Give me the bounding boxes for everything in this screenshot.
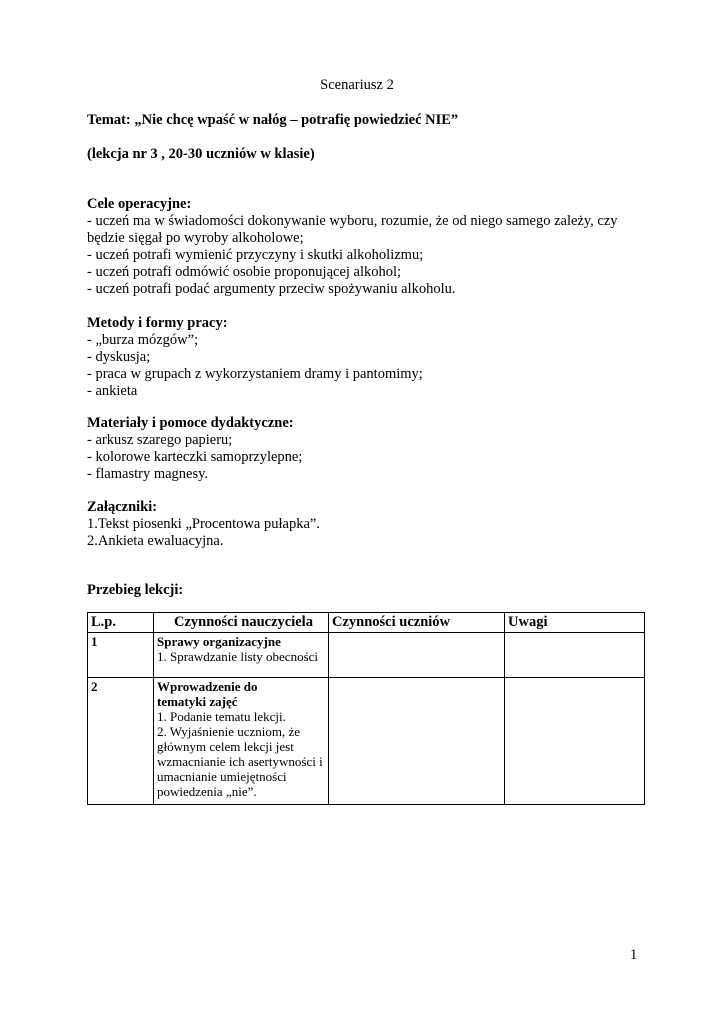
row-teacher-line: 1. Sprawdzanie listy obecności — [157, 649, 319, 664]
header-students: Czynności uczniów — [329, 613, 505, 633]
header-teacher: Czynności nauczyciela — [154, 613, 329, 633]
row-teacher-heading: Wprowadzenie do tematyki zajęć — [157, 679, 258, 709]
row-lp: 1 — [88, 633, 154, 678]
methods-item: - ankieta — [87, 383, 138, 399]
goals-item: - uczeń ma w świadomości dokonywanie wyboru, rozumie, że od niego samego zależy, czy będzie sięgał po wyroby alkoholowe; — [87, 213, 618, 246]
row-notes — [505, 678, 645, 805]
methods-item: - dyskusja; — [87, 349, 151, 365]
materials-heading: Materiały i pomoce dydaktyczne: — [87, 415, 294, 431]
goals-item: - uczeń potrafi wymienić przyczyny i skutki alkoholizmu; — [87, 247, 424, 263]
table-row — [88, 633, 645, 678]
row-students — [329, 678, 505, 805]
row-notes — [505, 633, 645, 678]
row-teacher-line: 1. Podanie tematu lekcji. — [157, 709, 286, 724]
lesson-topic: Temat: „Nie chcę wpaść w nałóg – potrafię powiedzieć NIE” — [87, 112, 459, 128]
attachments-item: 2.Ankieta ewaluacyjna. — [87, 533, 224, 549]
row-teacher — [154, 678, 329, 805]
page-number: 1 — [630, 947, 638, 963]
attachments-section — [87, 499, 647, 550]
lesson-info: (lekcja nr 3 , 20-30 uczniów w klasie) — [87, 146, 315, 162]
header-lp: L.p. — [88, 613, 154, 633]
lesson-table — [87, 612, 645, 805]
attachments-heading: Załączniki: — [87, 499, 158, 515]
methods-heading: Metody i formy pracy: — [87, 315, 228, 331]
row-lp: 2 — [88, 678, 154, 805]
table-header-row — [88, 613, 645, 633]
goals-item: - uczeń potrafi odmówić osobie proponującej alkohol; — [87, 264, 402, 280]
page-title: Scenariusz 2 — [320, 77, 394, 93]
row-teacher — [154, 633, 329, 678]
materials-item: - flamastry magnesy. — [87, 466, 209, 482]
goals-heading: Cele operacyjne: — [87, 196, 192, 212]
attachments-item: 1.Tekst piosenki „Procentowa pułapka”. — [87, 516, 320, 532]
row-teacher-line: 2. Wyjaśnienie uczniom, że głównym celem lekcji jest wzmacnianie ich asertywności i umacnianie umiejętności powiedzenia „nie”. — [157, 724, 323, 799]
table-row — [88, 678, 645, 805]
methods-item: - praca w grupach z wykorzystaniem dramy i pantomimy; — [87, 366, 423, 382]
row-teacher-heading: Sprawy organizacyjne — [157, 634, 281, 649]
methods-section — [87, 315, 647, 400]
course-heading: Przebieg lekcji: — [87, 582, 184, 598]
materials-section — [87, 415, 647, 483]
header-notes: Uwagi — [505, 613, 645, 633]
goals-section — [87, 196, 647, 298]
row-students — [329, 633, 505, 678]
goals-item: - uczeń potrafi podać argumenty przeciw spożywaniu alkoholu. — [87, 281, 456, 297]
methods-item: - „burza mózgów”; — [87, 332, 199, 348]
materials-item: - arkusz szarego papieru; — [87, 432, 233, 448]
materials-item: - kolorowe karteczki samoprzylepne; — [87, 449, 303, 465]
